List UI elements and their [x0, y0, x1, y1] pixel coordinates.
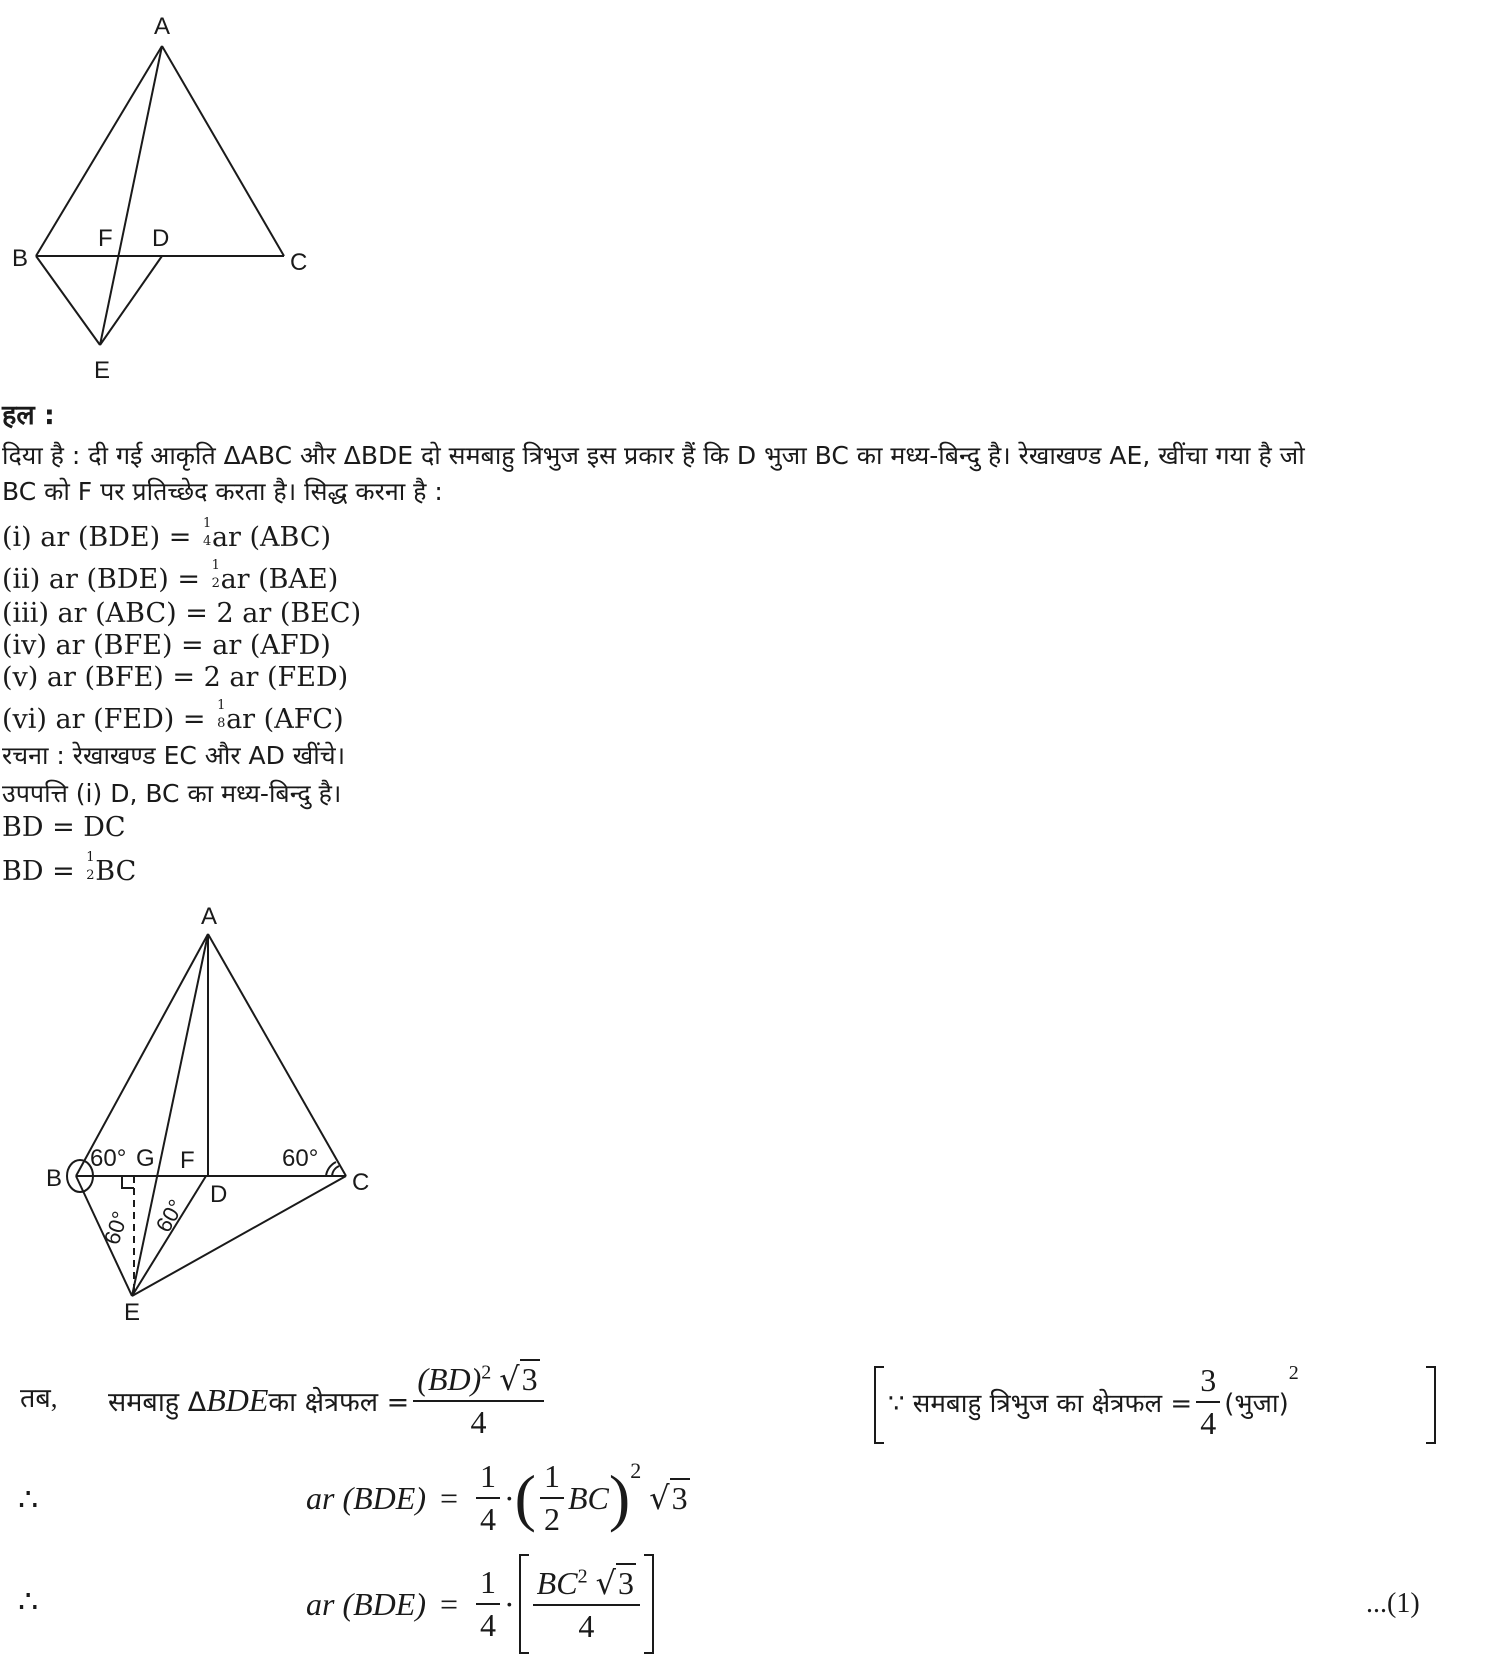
note: [888, 1362, 1299, 1442]
eq1-exponent: 2: [481, 1361, 492, 1384]
fraction-numerator: 1: [202, 516, 212, 531]
eq2-equals: =: [439, 1479, 459, 1516]
label-d: D: [210, 1181, 228, 1208]
eq3-exponent: 2: [577, 1564, 588, 1587]
eq3-fraction: [533, 1564, 640, 1645]
label-a: A: [201, 903, 218, 930]
statement-2: [2, 558, 339, 596]
given-line-1: दिया है : दी गई आकृति ΔABC और ΔBDE दो समबाहु त्रिभुज इस प्रकार हैं कि D भुजा BC का मध्य-बिन्दु है। रेखाखण्ड AE, खींचा गया है जो: [2, 441, 1305, 470]
eq3-equals: =: [439, 1585, 459, 1622]
bd-half-lhs: BD =: [2, 856, 84, 887]
bd-half-bc: [2, 850, 137, 888]
eq3-radicand: 3: [617, 1564, 634, 1601]
angle-b-label: 60°: [90, 1145, 127, 1172]
eq1-sqrt: √3: [499, 1360, 538, 1398]
eq2-exponent: 2: [630, 1458, 642, 1483]
eq3-quarter-denominator: 4: [480, 1607, 497, 1643]
statement-1: [2, 516, 332, 554]
fraction-denominator: 2: [211, 576, 220, 591]
statement-2-lhs: (ii) ar (BDE) =: [2, 564, 209, 595]
eq2-bc: BC: [567, 1479, 609, 1516]
statement-5: (v) ar (BFE) = 2 ar (FED): [2, 662, 349, 693]
eq3-denominator: 4: [578, 1607, 595, 1644]
statement-2-rhs: ar (BAE): [220, 564, 339, 595]
eq3: ar (BDE) = $\frac{1}{4}$ · $\frac{BC^2 √3}{4}$: [306, 1554, 654, 1654]
label-f: F: [180, 1147, 195, 1174]
note-exponent: 2: [1288, 1362, 1299, 1384]
fraction-numerator: 1: [217, 698, 226, 713]
eq1-bd: (BD): [417, 1361, 482, 1397]
angle-e1-label: 60°: [98, 1208, 134, 1248]
note-right-bracket: [1426, 1366, 1436, 1444]
eq2-quarter-numerator: 1: [476, 1458, 500, 1499]
given-line-2: BC को F पर प्रतिच्छेद करता है। सिद्ध करना है :: [2, 477, 443, 506]
therefore-1: ∴: [18, 1481, 39, 1517]
eq2-half-numerator: 1: [540, 1458, 564, 1499]
eq1-lhs-bde: BDE: [206, 1382, 269, 1418]
fraction-denominator: 2: [86, 868, 95, 883]
eq1: [108, 1360, 548, 1441]
eq2: ar (BDE) = $\frac{1}{4}$ · ( $\frac{1}{2}$ BC ) $^2$ √3: [306, 1458, 688, 1537]
bd-equals-dc: BD = DC: [2, 812, 126, 843]
note-denominator: 4: [1200, 1405, 1217, 1441]
eq2-half-denominator: 2: [543, 1501, 560, 1537]
note-text: ∵ समबाहु त्रिभुज का क्षेत्रफल =: [888, 1389, 1193, 1419]
figure-triangle-abc-bde: [0, 0, 340, 390]
eq3-bc: BC: [536, 1564, 578, 1601]
eq1-radicand: 3: [521, 1361, 538, 1397]
fraction-denominator: 8: [217, 716, 226, 731]
bd-half-rhs: BC: [95, 856, 137, 887]
label-a: A: [154, 13, 171, 40]
construction-line: रचना : रेखाखण्ड EC और AD खींचे।: [2, 741, 346, 770]
statement-4: (iv) ar (BFE) = ar (AFD): [2, 630, 331, 661]
statement-3: (iii) ar (ABC) = 2 ar (BEC): [2, 598, 362, 629]
label-c: C: [290, 249, 308, 276]
label-d: D: [152, 225, 170, 252]
eq3-lhs: ar (BDE): [306, 1585, 426, 1622]
fraction-one-eighth: [214, 698, 226, 731]
eq2-quarter-denominator: 4: [480, 1501, 497, 1537]
fraction-one-fourth: [200, 516, 212, 549]
label-f: F: [98, 225, 113, 252]
eq1-lhs-prefix: समबाहु Δ: [108, 1387, 207, 1418]
solution-heading: हल :: [2, 400, 55, 431]
eq3-tag: ...(1): [1366, 1588, 1420, 1619]
figure-construction: [0, 900, 400, 1330]
eq3-open-bracket: [519, 1554, 529, 1654]
fraction-one-half: [83, 850, 95, 883]
note-left-bracket: [874, 1366, 884, 1444]
label-b: B: [46, 1165, 63, 1192]
eq2-close-paren: ): [608, 1462, 631, 1533]
statement-1-lhs: (i) ar (BDE) =: [2, 522, 200, 553]
fraction-denominator: 4: [202, 534, 212, 549]
eq2-open-paren: (: [514, 1462, 536, 1533]
eq3-quarter: [476, 1564, 500, 1644]
fraction-numerator: 1: [211, 558, 220, 573]
note-side: (भुजा): [1224, 1389, 1289, 1419]
eq1-denominator: 4: [470, 1404, 487, 1440]
fraction-one-half: [209, 558, 221, 591]
eq3-close-bracket: [644, 1554, 654, 1654]
eq1-fraction: [413, 1360, 543, 1441]
label-c: C: [352, 1169, 370, 1196]
label-b: B: [12, 245, 29, 272]
statement-6-rhs: ar (AFC): [226, 704, 344, 735]
eq2-sqrt: √3: [649, 1479, 688, 1517]
label-e: E: [94, 357, 111, 384]
eq3-sqrt: √3: [595, 1563, 634, 1602]
angle-e2-label: 60°: [150, 1195, 189, 1237]
eq1-lhs-suffix: का क्षेत्रफल =: [268, 1387, 410, 1418]
note-numerator: 3: [1196, 1362, 1220, 1403]
statement-6: [2, 698, 344, 736]
eq2-half: [540, 1458, 564, 1538]
proof-line: उपपत्ति (i) D, BC का मध्य-बिन्दु है।: [2, 779, 342, 808]
statement-6-lhs: (vi) ar (FED) =: [2, 704, 215, 735]
statement-1-rhs: ar (ABC): [211, 522, 332, 553]
label-e: E: [124, 1299, 141, 1326]
angle-c-label: 60°: [282, 1145, 319, 1172]
note-fraction: [1196, 1362, 1220, 1442]
label-g: G: [136, 1145, 155, 1172]
therefore-2: ∴: [18, 1583, 39, 1619]
eq2-quarter: [476, 1458, 500, 1538]
eq1-tab: तब,: [20, 1383, 58, 1413]
eq2-radicand: 3: [671, 1480, 688, 1516]
eq3-quarter-numerator: 1: [476, 1564, 500, 1605]
fraction-numerator: 1: [86, 850, 95, 865]
eq2-lhs: ar (BDE): [306, 1479, 426, 1516]
